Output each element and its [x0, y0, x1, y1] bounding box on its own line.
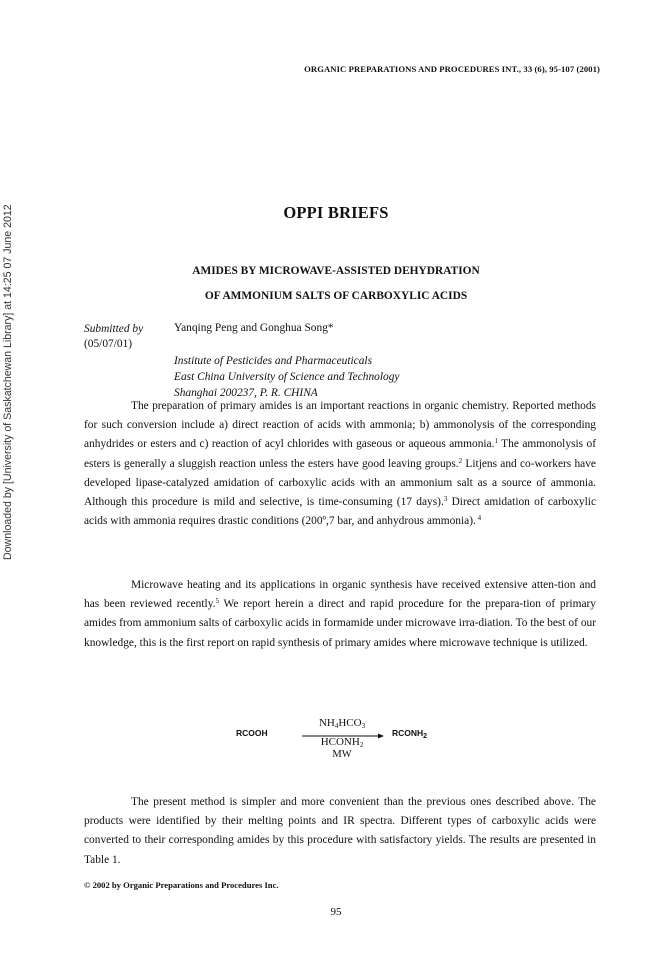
solvent-subscript: 2 [359, 741, 364, 749]
text-run: We report herein a direct and rapid procedure for the prepara-tion of primary amides from ammonium salts of carboxylic acids in formamide under microwave irra-diation. To the best of our knowledge, this is the first report on rapid synthesis of primary amides where microwave technique is utilized. [84, 598, 596, 649]
paragraph-intro [84, 397, 596, 531]
submission-info [84, 322, 143, 352]
article-title-line1: AMIDES BY MICROWAVE-ASSISTED DEHYDRATION [192, 265, 480, 277]
affiliation [174, 353, 399, 401]
reagent-subscript: 3 [361, 722, 366, 730]
reference-3: 3 [443, 495, 448, 504]
affiliation-line: Institute of Pesticides and Pharmaceuticals [174, 355, 373, 367]
section-title: OPPI BRIEFS [283, 203, 389, 222]
authors: Yanqing Peng and Gonghua Song* [174, 322, 334, 334]
reagent-subscript: 4 [334, 722, 339, 730]
solvent-text: HCONH [320, 736, 360, 748]
text-run: Microwave heating and its applications in organic synthesis have received extensive atten-tion and has been reviewed recently. [84, 579, 596, 611]
text-run: Litjens and co-workers have developed lipase-catalyzed amidation of carboxylic acids with an ammonium salt as a source of ammonia. Although this procedure is mild and selective, is time-consuming (17 days). [84, 457, 596, 509]
text-run: The ammonolysis of esters is generally a sluggish reaction unless the esters have good leaving groups. [84, 438, 596, 470]
paragraph-microwave [84, 576, 596, 653]
product [392, 728, 427, 738]
reagent-text: HCO [338, 717, 362, 729]
page-number: 95 [330, 906, 342, 918]
condition: MW [332, 749, 352, 760]
affiliation-line: Shanghai 200237, P. R. CHINA [174, 387, 318, 399]
paragraph-text: The present method is simpler and more convenient than the previous ones described above. The products were identified by their melting points and IR spectra. Different types of carboxylic acids were converted to their corresponding amides by this procedure with satisfactory yields. The results are presented in Table 1. [84, 796, 596, 866]
product-subscript: 2 [423, 733, 428, 740]
reference-2: 2 [458, 456, 463, 465]
reference-1: 1 [494, 437, 498, 446]
reagent [300, 717, 384, 729]
reference-4: 4 [475, 514, 482, 523]
text-run: Direct amidation of carboxylic acids with ammonia requires drastic conditions (200º,7 bar, and anhydrous ammonia). [84, 496, 596, 528]
download-watermark: Downloaded by [University of Saskatchewan Library] at 14:25 07 June 2012 [2, 204, 14, 560]
article-title-line2: OF AMMONIUM SALTS OF CARBOXYLIC ACIDS [204, 290, 468, 302]
reagent-text: NH [318, 717, 335, 729]
submitted-label: Submitted by [84, 323, 144, 335]
reactant: RCOOH [236, 728, 268, 738]
paragraph-results [84, 793, 596, 870]
journal-header: ORGANIC PREPARATIONS AND PROCEDURES INT., 33 (6), 95-107 (2001) [304, 64, 600, 74]
text-run: The preparation of primary amides is an important reactions in organic chemistry. Reported methods for such conversion include a) direct reaction of acids with ammonia; b) ammonolysis of the corresponding anhydrides or esters and c) reaction of acyl chlorides with gaseous or aqueous ammonia. [84, 400, 596, 451]
copyright-notice: © 2002 by Organic Preparations and Procedures Inc. [84, 880, 279, 890]
solvent [300, 736, 384, 748]
product-text: RCONH [392, 728, 424, 738]
affiliation-line: East China University of Science and Technology [174, 371, 400, 383]
reference-5: 5 [215, 597, 219, 606]
submitted-date: (05/07/01) [84, 338, 133, 350]
